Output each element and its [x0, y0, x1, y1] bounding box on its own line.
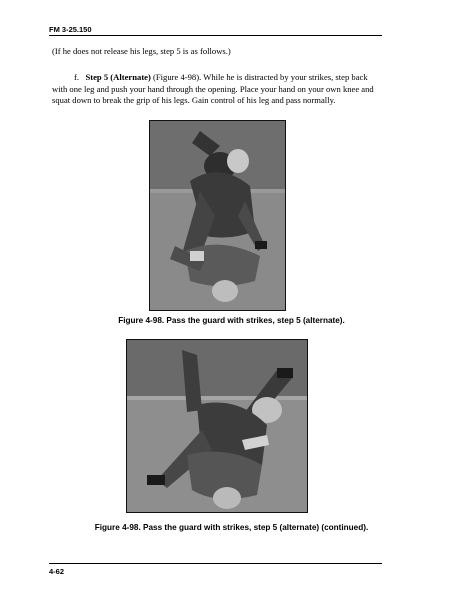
document-id: FM 3-25.150	[49, 25, 92, 34]
step-text: (Figure 4-98). While he is distracted by your strikes, step back with one leg and push your hand through the opening. Place your hand on your own knee and squat down to break the grip of his legs. Gain control of his leg and pass normally.	[52, 72, 374, 105]
header-rule	[49, 35, 382, 36]
step-letter: f.	[74, 72, 80, 82]
figure-photo-1	[149, 120, 286, 311]
figure-caption-2: Figure 4-98. Pass the guard with strikes, step 5 (alternate) (continued).	[94, 523, 369, 532]
figure-photo-2	[126, 339, 308, 513]
page-number: 4-62	[49, 567, 65, 576]
figure-caption-1: Figure 4-98. Pass the guard with strikes, step 5 (alternate).	[118, 316, 345, 325]
step-paragraph	[52, 72, 382, 107]
step-title: Step 5 (Alternate)	[85, 72, 151, 82]
footer-rule	[49, 563, 382, 564]
intro-paragraph: (If he does not release his legs, step 5 is as follows.)	[52, 46, 231, 56]
